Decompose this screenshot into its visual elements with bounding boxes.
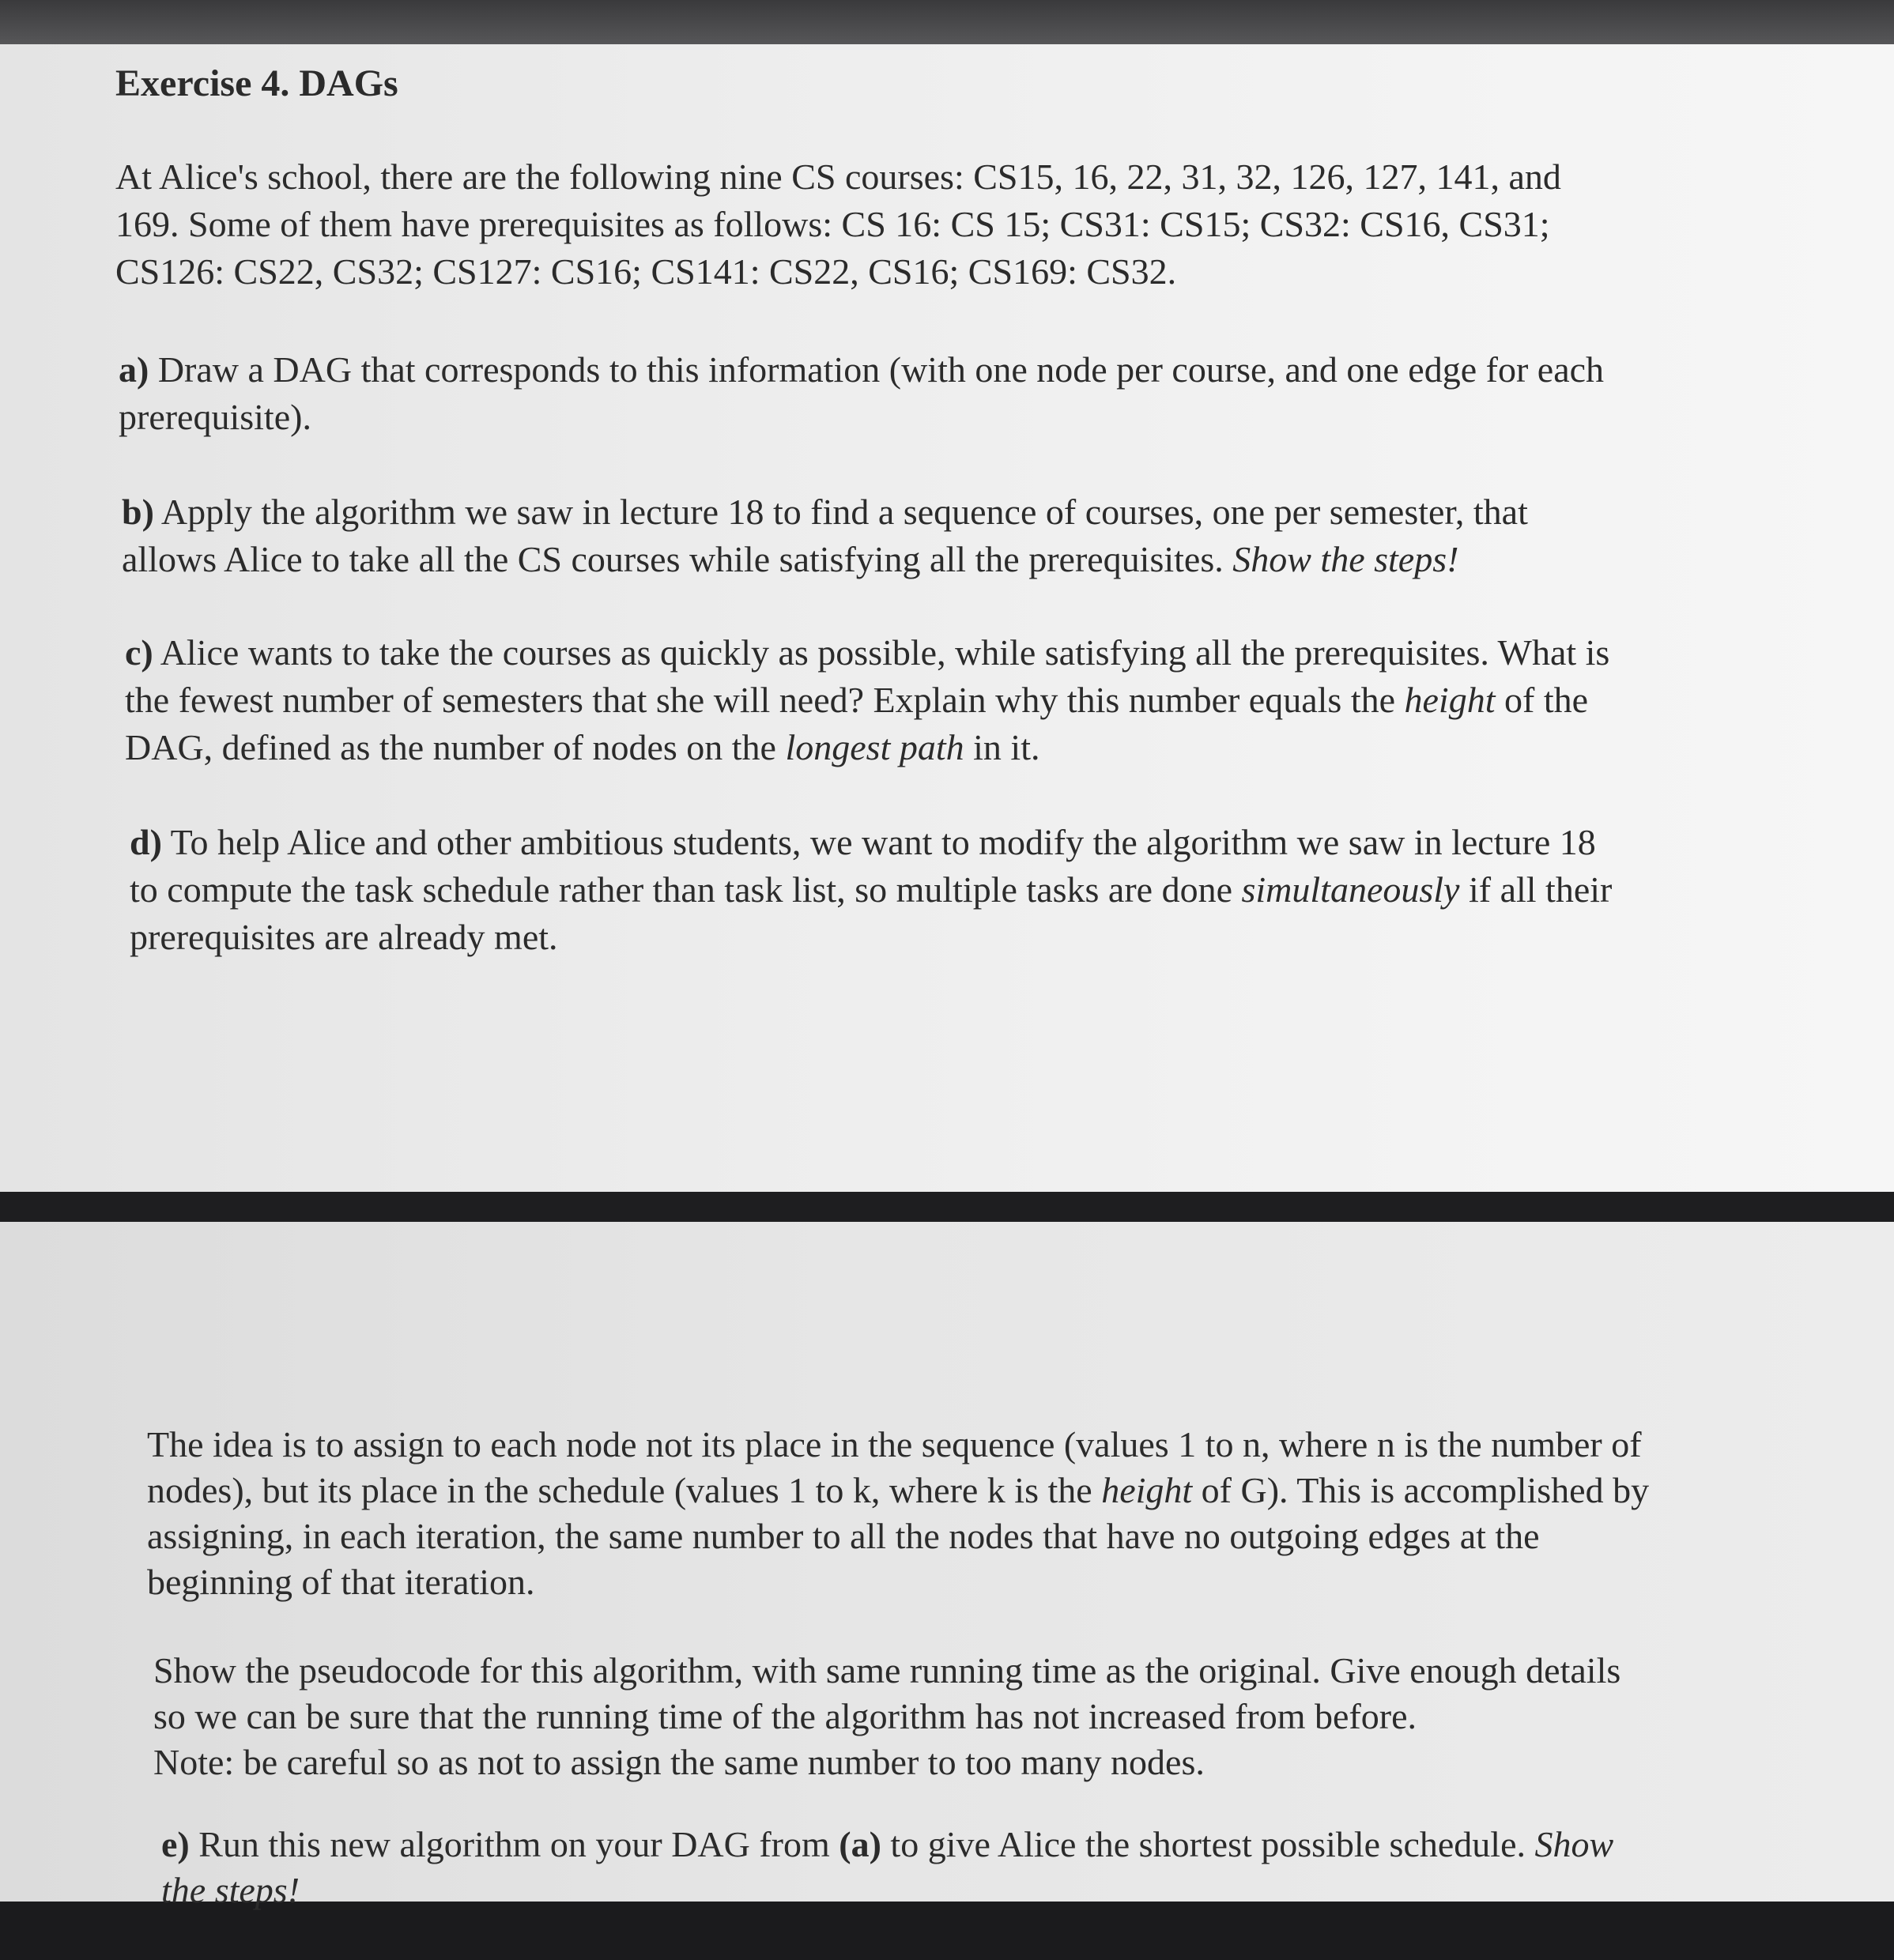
part-c-text-3a: DAG, defined as the number of nodes on the <box>125 727 786 767</box>
part-c-emphasis-height: height <box>1404 680 1496 720</box>
intro-line-1: At Alice's school, there are the following nine CS courses: CS15, 16, 22, 31, 32, 126, 127, 141, and <box>115 156 1561 197</box>
intro-line-2: 169. Some of them have prerequisites as follows: CS 16: CS 15; CS31: CS15; CS32: CS16, CS31; <box>115 204 1550 244</box>
part-a-line-1 <box>119 346 1604 394</box>
pseudocode-line-1: Show the pseudocode for this algorithm, with same running time as the original. Give enough details <box>153 1650 1621 1690</box>
part-c-text-2a: the fewest number of semesters that she will need? Explain why this number equals the <box>125 680 1405 720</box>
part-c-line-1 <box>125 629 1609 677</box>
part-d-line-3: prerequisites are already met. <box>130 917 558 957</box>
part-c-line-3 <box>125 724 1039 771</box>
part-c-line-2 <box>125 677 1588 724</box>
part-c-label: c) <box>125 632 153 673</box>
part-e-text-1a: Run this new algorithm on your DAG from <box>189 1824 839 1864</box>
part-d-line-1 <box>130 819 1596 866</box>
idea-line-4: beginning of that iteration. <box>147 1562 535 1602</box>
part-c-text-2b: of the <box>1495 680 1589 720</box>
part-d-line-2 <box>130 866 1612 914</box>
exercise-title: Exercise 4. DAGs <box>115 62 398 104</box>
part-b-label: b) <box>122 492 154 532</box>
intro-line-3: CS126: CS22, CS32; CS127: CS16; CS141: CS22, CS16; CS169: CS32. <box>115 251 1177 292</box>
part-e-label: e) <box>161 1824 190 1864</box>
part-d-text-2b: if all their <box>1459 869 1613 910</box>
part-e-emphasis-show: Show <box>1534 1824 1614 1864</box>
part-d-text-2a: to compute the task schedule rather than task list, so multiple tasks are done <box>130 869 1242 910</box>
part-a-label: a) <box>119 349 149 390</box>
idea-emphasis-height: height <box>1101 1470 1193 1510</box>
idea-text-2a: nodes), but its place in the schedule (values 1 to k, where k is the <box>147 1470 1102 1510</box>
part-b-text-2: allows Alice to take all the CS courses while satisfying all the prerequisites. <box>122 539 1233 579</box>
part-e-line-1 <box>161 1821 1613 1868</box>
idea-text-2b: of G). This is accomplished by <box>1192 1470 1650 1510</box>
idea-line-2 <box>147 1467 1649 1514</box>
part-e-ref: (a) <box>839 1824 881 1864</box>
part-b-line-2 <box>122 536 1458 583</box>
part-e-emphasis-steps: the steps! <box>161 1870 300 1910</box>
part-b-emphasis: Show the steps! <box>1232 539 1459 579</box>
part-c-text-1: Alice wants to take the courses as quickly as possible, while satisfying all the prerequisites. What is <box>153 632 1610 673</box>
part-b-line-1 <box>122 488 1528 536</box>
part-e-line-2 <box>161 1867 300 1914</box>
part-c-text-3b: in it. <box>964 727 1040 767</box>
part-b-text-1: Apply the algorithm we saw in lecture 18 to find a sequence of courses, one per semester, that <box>153 492 1528 532</box>
monitor-top-bezel <box>0 0 1894 51</box>
part-a-text-1: Draw a DAG that corresponds to this information (with one node per course, and one edge for each <box>149 349 1605 390</box>
part-d-label: d) <box>130 822 162 862</box>
part-c-emphasis-longest-path: longest path <box>785 727 964 767</box>
part-d-emphasis: simultaneously <box>1241 869 1460 910</box>
page-divider-band <box>0 1192 1894 1222</box>
part-e-text-1b: to give Alice the shortest possible schedule. <box>881 1824 1535 1864</box>
pseudocode-line-3: Note: be careful so as not to assign the same number to too many nodes. <box>153 1742 1205 1782</box>
part-a-line-2: prerequisite). <box>119 397 311 437</box>
idea-line-1: The idea is to assign to each node not its place in the sequence (values 1 to n, where n is the number of <box>147 1424 1642 1464</box>
idea-line-3: assigning, in each iteration, the same number to all the nodes that have no outgoing edges at the <box>147 1516 1540 1556</box>
pseudocode-line-2: so we can be sure that the running time of the algorithm has not increased from before. <box>153 1696 1417 1736</box>
part-d-text-1: To help Alice and other ambitious students, we want to modify the algorithm we saw in lecture 18 <box>161 822 1596 862</box>
